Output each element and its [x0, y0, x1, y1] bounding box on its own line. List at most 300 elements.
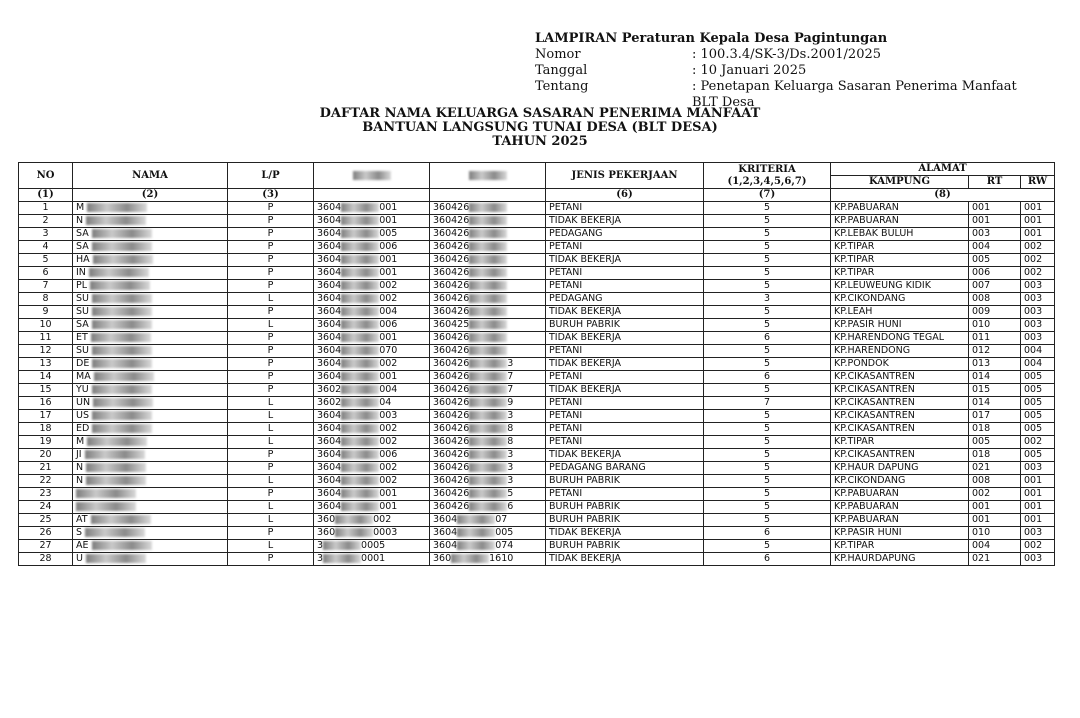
column-number-row [19, 189, 1055, 202]
cell-nik-suffix: 003 [379, 410, 398, 421]
cell-nik [314, 475, 430, 488]
redacted-kk [469, 476, 507, 485]
redacted-nik [341, 216, 379, 225]
cell-nik-suffix: 001 [379, 267, 398, 278]
cell-kriteria: 5 [704, 215, 831, 228]
redacted-name [86, 463, 146, 472]
cell-nama-text: MA [76, 371, 91, 382]
cell-kriteria: 5 [704, 436, 831, 449]
cell-lp: P [228, 280, 314, 293]
cell-no: 22 [19, 475, 73, 488]
table-row [19, 514, 1055, 527]
cell-lp: L [228, 293, 314, 306]
redacted-name [92, 229, 152, 238]
table-row [19, 540, 1055, 553]
cell-kriteria: 5 [704, 319, 831, 332]
redacted-name [90, 281, 150, 290]
cell-kriteria: 5 [704, 514, 831, 527]
redacted-kk [469, 502, 507, 511]
col-num-6: (6) [546, 189, 704, 202]
cell-kriteria: 5 [704, 241, 831, 254]
cell-nama [73, 488, 228, 501]
redacted-kk [469, 489, 507, 498]
redacted-header [469, 171, 507, 180]
redacted-name [92, 346, 152, 355]
cell-kampung: KP.TIPAR [831, 267, 969, 280]
cell-nik-prefix: 3604 [317, 475, 342, 486]
cell-kk-suffix: 5 [507, 488, 514, 499]
cell-nama [73, 475, 228, 488]
cell-no: 14 [19, 371, 73, 384]
cell-nama-text: SU [76, 345, 89, 356]
redacted-name [92, 541, 152, 550]
table-row [19, 267, 1055, 280]
cell-nama-text: M [76, 202, 85, 213]
cell-lp: P [228, 358, 314, 371]
cell-nama [73, 241, 228, 254]
tentang-row [535, 79, 1065, 95]
lampiran-title: LAMPIRAN Peraturan Kepala Desa Pagintungan [535, 31, 888, 46]
cell-rt: 001 [969, 215, 1021, 228]
cell-nama-text: SA [76, 319, 89, 330]
cell-nik-prefix: 3604 [317, 267, 342, 278]
cell-nik [314, 397, 430, 410]
cell-nama [73, 410, 228, 423]
cell-no: 20 [19, 449, 73, 462]
cell-rw: 003 [1021, 527, 1055, 540]
cell-lp: L [228, 319, 314, 332]
cell-kk [430, 241, 546, 254]
cell-kampung: KP.PABUARAN [831, 514, 969, 527]
cell-rt: 003 [969, 228, 1021, 241]
cell-no: 17 [19, 410, 73, 423]
cell-nik-suffix: 070 [379, 345, 398, 356]
cell-kampung: KP.PASIR HUNI [831, 319, 969, 332]
cell-nik-suffix: 004 [379, 384, 398, 395]
cell-rw: 005 [1021, 371, 1055, 384]
cell-nik [314, 436, 430, 449]
cell-kk [430, 423, 546, 436]
tanggal-value: : 10 Januari 2025 [692, 63, 807, 78]
col-alamat-header: ALAMAT [831, 163, 1055, 176]
cell-nama [73, 397, 228, 410]
cell-nik [314, 215, 430, 228]
table-row [19, 306, 1055, 319]
cell-no: 7 [19, 280, 73, 293]
redacted-kk [469, 424, 507, 433]
table-row [19, 358, 1055, 371]
cell-lp: L [228, 514, 314, 527]
cell-nik [314, 332, 430, 345]
cell-nik-prefix: 3 [317, 540, 324, 551]
cell-kk-prefix: 360426 [433, 241, 470, 252]
nomor-value: : 100.3.4/SK-3/Ds.2001/2025 [692, 47, 882, 62]
cell-no: 11 [19, 332, 73, 345]
cell-kriteria: 5 [704, 306, 831, 319]
cell-pekerjaan: PEDAGANG [546, 228, 704, 241]
cell-nik [314, 514, 430, 527]
cell-kampung: KP.LEBAK BULUH [831, 228, 969, 241]
cell-kk [430, 540, 546, 553]
cell-pekerjaan: TIDAK BEKERJA [546, 358, 704, 371]
cell-lp: L [228, 397, 314, 410]
redacted-kk [469, 333, 507, 342]
cell-nama-text: ED [76, 423, 90, 434]
redacted-nik [341, 346, 379, 355]
nomor-row [535, 47, 1065, 63]
col-num-4 [314, 189, 430, 202]
tentang-value: : Penetapan Keluarga Sasaran Penerima Manfaat [692, 79, 1017, 94]
cell-nama [73, 228, 228, 241]
cell-rw: 005 [1021, 423, 1055, 436]
cell-kk [430, 358, 546, 371]
table-row [19, 475, 1055, 488]
redacted-kk [457, 541, 495, 550]
redacted-nik [341, 294, 379, 303]
table-row [19, 215, 1055, 228]
cell-kriteria: 5 [704, 501, 831, 514]
cell-nik-suffix: 001 [379, 488, 398, 499]
redacted-nik [341, 463, 379, 472]
cell-kk-prefix: 360426 [433, 488, 470, 499]
cell-rw: 002 [1021, 241, 1055, 254]
cell-kriteria: 5 [704, 488, 831, 501]
cell-kk [430, 371, 546, 384]
cell-nik-prefix: 3604 [317, 228, 342, 239]
cell-kk [430, 319, 546, 332]
cell-kk-prefix: 3604 [433, 514, 458, 525]
cell-rt: 018 [969, 423, 1021, 436]
cell-rw: 003 [1021, 319, 1055, 332]
cell-nama-text: AE [76, 540, 89, 551]
redacted-kk [469, 385, 507, 394]
cell-nik [314, 319, 430, 332]
cell-pekerjaan: TIDAK BEKERJA [546, 384, 704, 397]
cell-lp: P [228, 345, 314, 358]
cell-nik-prefix: 3604 [317, 423, 342, 434]
cell-nama-text: N [76, 462, 84, 473]
tentang-continuation: BLT Desa [692, 95, 755, 110]
redacted-kk [469, 307, 507, 316]
cell-nama [73, 436, 228, 449]
redacted-kk [469, 203, 507, 212]
nomor-label: Nomor [535, 47, 581, 62]
cell-rw: 003 [1021, 553, 1055, 566]
cell-no: 18 [19, 423, 73, 436]
cell-kampung: KP.CIKASANTREN [831, 384, 969, 397]
cell-kk [430, 306, 546, 319]
col-kriteria-header: KRITERIA (1,2,3,4,5,6,7) [704, 163, 831, 189]
cell-nik [314, 293, 430, 306]
cell-lp: P [228, 527, 314, 540]
table-row [19, 462, 1055, 475]
cell-kk-suffix: 3 [507, 462, 514, 473]
cell-rw: 005 [1021, 410, 1055, 423]
redacted-name [92, 242, 152, 251]
cell-kriteria: 5 [704, 345, 831, 358]
cell-nik-suffix: 002 [379, 423, 398, 434]
cell-nama-text: S [76, 527, 83, 538]
cell-nik-suffix: 002 [379, 436, 398, 447]
cell-nik [314, 488, 430, 501]
cell-kk-suffix: 8 [507, 436, 514, 447]
cell-kk-prefix: 360426 [433, 371, 470, 382]
cell-lp: P [228, 371, 314, 384]
cell-kampung: KP.PASIR HUNI [831, 527, 969, 540]
redacted-kk [469, 294, 507, 303]
cell-kk-suffix: 074 [495, 540, 514, 551]
cell-nik-prefix: 3604 [317, 358, 342, 369]
cell-nama [73, 280, 228, 293]
cell-rt: 008 [969, 475, 1021, 488]
cell-kk-prefix: 360426 [433, 293, 470, 304]
cell-nik-suffix: 004 [379, 306, 398, 317]
cell-kk-suffix: 07 [495, 514, 508, 525]
cell-no: 23 [19, 488, 73, 501]
cell-pekerjaan: BURUH PABRIK [546, 540, 704, 553]
cell-kk-suffix: 7 [507, 371, 514, 382]
cell-kampung: KP.CIKONDANG [831, 475, 969, 488]
cell-nik-suffix: 001 [379, 254, 398, 265]
cell-nik [314, 384, 430, 397]
cell-kriteria: 6 [704, 527, 831, 540]
cell-nik-prefix: 3604 [317, 306, 342, 317]
cell-nama-text: SU [76, 293, 89, 304]
table-row [19, 423, 1055, 436]
cell-nik-suffix: 001 [379, 501, 398, 512]
cell-no: 6 [19, 267, 73, 280]
cell-pekerjaan: TIDAK BEKERJA [546, 527, 704, 540]
cell-no: 19 [19, 436, 73, 449]
cell-rw: 002 [1021, 540, 1055, 553]
cell-kk-prefix: 360 [433, 553, 452, 564]
cell-rw: 001 [1021, 514, 1055, 527]
cell-nama [73, 514, 228, 527]
table-row [19, 319, 1055, 332]
cell-kriteria: 5 [704, 280, 831, 293]
cell-no: 27 [19, 540, 73, 553]
col-nik-header [314, 163, 430, 189]
table-body [19, 202, 1055, 566]
redacted-kk [469, 216, 507, 225]
cell-kk-prefix: 360426 [433, 358, 470, 369]
cell-kriteria: 6 [704, 332, 831, 345]
cell-nik-prefix: 3604 [317, 410, 342, 421]
cell-nik [314, 254, 430, 267]
cell-pekerjaan: BURUH PABRIK [546, 514, 704, 527]
cell-kk-prefix: 360426 [433, 345, 470, 356]
col-num-5 [430, 189, 546, 202]
cell-nik-prefix: 3604 [317, 202, 342, 213]
redacted-name [87, 437, 147, 446]
cell-kk-prefix: 360426 [433, 267, 470, 278]
redacted-kk [469, 372, 507, 381]
redacted-nik [341, 333, 379, 342]
redacted-nik [323, 554, 361, 563]
col-kampung-header: KAMPUNG [831, 176, 969, 189]
cell-pekerjaan: PETANI [546, 241, 704, 254]
cell-rw: 004 [1021, 345, 1055, 358]
cell-pekerjaan: PETANI [546, 436, 704, 449]
cell-kk-suffix: 3 [507, 410, 514, 421]
table-row [19, 553, 1055, 566]
redacted-kk [451, 554, 489, 563]
cell-no: 16 [19, 397, 73, 410]
cell-kriteria: 5 [704, 540, 831, 553]
cell-nik-suffix: 0005 [361, 540, 386, 551]
cell-nik-prefix: 360 [317, 527, 336, 538]
redacted-name [86, 476, 146, 485]
cell-pekerjaan: TIDAK BEKERJA [546, 215, 704, 228]
cell-pekerjaan: BURUH PABRIK [546, 501, 704, 514]
cell-kk-suffix: 3 [507, 475, 514, 486]
redacted-nik [341, 229, 379, 238]
cell-kriteria: 5 [704, 267, 831, 280]
cell-kk [430, 397, 546, 410]
cell-no: 25 [19, 514, 73, 527]
cell-rt: 010 [969, 319, 1021, 332]
cell-kk-prefix: 360426 [433, 202, 470, 213]
cell-nik [314, 501, 430, 514]
cell-rt: 014 [969, 397, 1021, 410]
redacted-name [92, 385, 152, 394]
cell-rt: 001 [969, 202, 1021, 215]
cell-kk-suffix: 005 [495, 527, 514, 538]
table-row [19, 345, 1055, 358]
redacted-nik [341, 307, 379, 316]
cell-rw: 003 [1021, 306, 1055, 319]
cell-kampung: KP.PABUARAN [831, 215, 969, 228]
cell-nama-text: U [76, 553, 83, 564]
tanggal-row [535, 63, 1065, 79]
table-row [19, 527, 1055, 540]
cell-nama-text: AT [76, 514, 88, 525]
redacted-name [92, 411, 152, 420]
cell-lp: L [228, 436, 314, 449]
cell-no: 4 [19, 241, 73, 254]
cell-kk [430, 514, 546, 527]
cell-lp: L [228, 423, 314, 436]
cell-kk [430, 384, 546, 397]
cell-nama [73, 202, 228, 215]
cell-nik [314, 228, 430, 241]
cell-nama [73, 371, 228, 384]
cell-nik-prefix: 3604 [317, 254, 342, 265]
cell-kk [430, 527, 546, 540]
cell-nik-suffix: 002 [379, 475, 398, 486]
cell-nik-prefix: 3604 [317, 449, 342, 460]
cell-kampung: KP.CIKONDANG [831, 293, 969, 306]
cell-nik-prefix: 3 [317, 553, 324, 564]
cell-lp: L [228, 540, 314, 553]
cell-lp: L [228, 410, 314, 423]
cell-kk-prefix: 360426 [433, 254, 470, 265]
cell-lp: P [228, 202, 314, 215]
cell-nama [73, 332, 228, 345]
cell-nik-suffix: 005 [379, 228, 398, 239]
cell-rw: 001 [1021, 475, 1055, 488]
cell-pekerjaan: PEDAGANG BARANG [546, 462, 704, 475]
cell-kampung: KP.TIPAR [831, 540, 969, 553]
table-row [19, 241, 1055, 254]
cell-nama [73, 384, 228, 397]
cell-nik [314, 449, 430, 462]
cell-nik [314, 241, 430, 254]
cell-nama [73, 319, 228, 332]
cell-no: 15 [19, 384, 73, 397]
cell-no: 28 [19, 553, 73, 566]
cell-kk-prefix: 360426 [433, 397, 470, 408]
redacted-nik [335, 528, 373, 537]
cell-nama-text: UN [76, 397, 91, 408]
table-row [19, 254, 1055, 267]
cell-rt: 005 [969, 436, 1021, 449]
redacted-nik [341, 372, 379, 381]
cell-nama [73, 462, 228, 475]
redacted-name [94, 372, 154, 381]
cell-nama [73, 267, 228, 280]
cell-nik-suffix: 002 [379, 358, 398, 369]
redacted-kk [469, 320, 507, 329]
cell-no: 8 [19, 293, 73, 306]
table-row [19, 293, 1055, 306]
cell-kk-suffix: 8 [507, 423, 514, 434]
cell-kriteria: 6 [704, 371, 831, 384]
cell-kriteria: 5 [704, 358, 831, 371]
cell-nik [314, 540, 430, 553]
table-row [19, 397, 1055, 410]
cell-rw: 003 [1021, 293, 1055, 306]
cell-kk-suffix: 9 [507, 397, 514, 408]
cell-rw: 003 [1021, 332, 1055, 345]
cell-nama-text: PL [76, 280, 88, 291]
redacted-nik [335, 515, 373, 524]
cell-no: 10 [19, 319, 73, 332]
cell-nama-text: US [76, 410, 89, 421]
cell-rt: 004 [969, 241, 1021, 254]
redacted-nik [341, 359, 379, 368]
cell-kk [430, 345, 546, 358]
col-num-7: (7) [704, 189, 831, 202]
cell-rt: 021 [969, 553, 1021, 566]
cell-kampung: KP.PABUARAN [831, 202, 969, 215]
redacted-kk [469, 281, 507, 290]
redacted-name [91, 515, 151, 524]
cell-nama [73, 254, 228, 267]
cell-kriteria: 5 [704, 410, 831, 423]
cell-kriteria: 6 [704, 553, 831, 566]
cell-nik-prefix: 3604 [317, 215, 342, 226]
cell-kriteria: 7 [704, 397, 831, 410]
cell-nama-text: HA [76, 254, 90, 265]
redacted-nik [341, 242, 379, 251]
cell-kampung: KP.LEAH [831, 306, 969, 319]
cell-no: 3 [19, 228, 73, 241]
cell-rt: 002 [969, 488, 1021, 501]
redacted-nik [323, 541, 361, 550]
redacted-name [92, 359, 152, 368]
cell-rt: 005 [969, 254, 1021, 267]
redacted-nik [341, 385, 379, 394]
redacted-name [91, 333, 151, 342]
redacted-name [89, 268, 149, 277]
cell-kk-prefix: 360426 [433, 384, 470, 395]
cell-pekerjaan: PEDAGANG [546, 293, 704, 306]
table-row [19, 384, 1055, 397]
redacted-kk [469, 463, 507, 472]
title-line-3: TAHUN 2025 [492, 134, 588, 149]
table-row [19, 410, 1055, 423]
